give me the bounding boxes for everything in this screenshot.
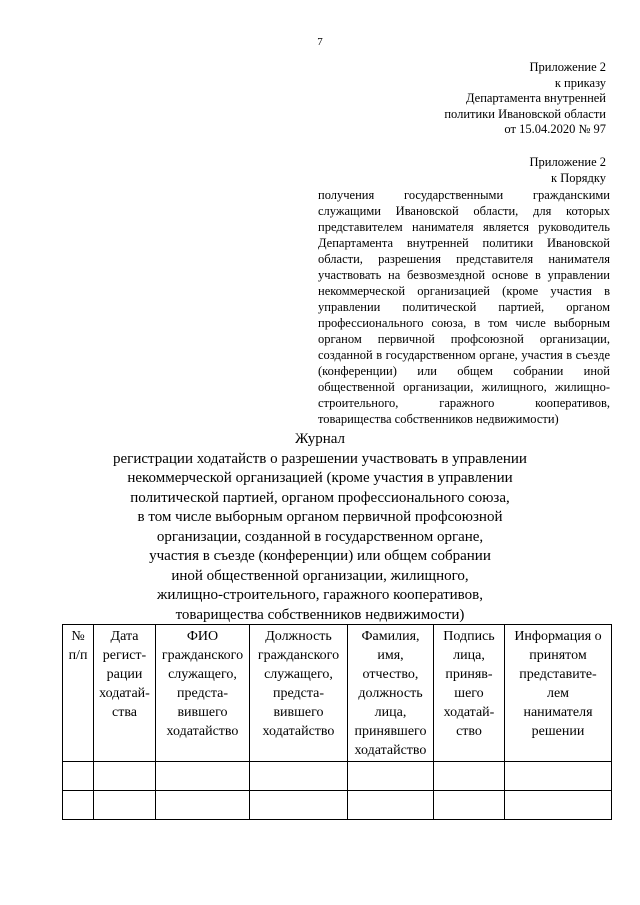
header-col-number	[63, 625, 94, 762]
header-text-line: гражданского	[161, 648, 244, 663]
table-cell	[434, 791, 505, 820]
journal-subtitle-line: регистрации ходатайств о разрешении участвовать в управлении	[113, 450, 527, 467]
journal-subtitle-line: некоммерческой организацией (кроме участия в управлении	[127, 470, 513, 486]
journal-subtitle-line: организации, созданной в государственном органе,	[156, 528, 484, 545]
journal-heading	[0, 430, 640, 625]
journal-subtitle-line: иной общественной организации, жилищного,	[171, 567, 469, 584]
table-cell	[505, 762, 612, 791]
table-cell	[348, 791, 434, 820]
header-text-line: принявшего	[354, 724, 427, 739]
procedure-title-text: получения государственными гражданскими служащими Ивановской области, для которых представителем нанимателя является руководитель Департамента внутренней политики Ивановской области, разрешения представителя нанимателя участвовать на безвозмездной основе в управлении некоммерческой организацией (кроме участия в управлении политической партией, органом профессионального союза, в том числе выборным органом первичной профсоюзной организации, созданной в государственном органе, участия в съезде (конференции) или общем собрании иной общественной организации, жилищного, жилищно-строительного, гаражного кооперативов, товарищества собственников недвижимости)	[318, 188, 610, 426]
page-number: 7	[317, 36, 323, 48]
header-text-line: имя,	[377, 648, 404, 663]
appendix-line: к приказу	[554, 75, 606, 90]
header-text-line: Должность	[265, 629, 332, 644]
header-text-line: Информация о	[514, 629, 602, 644]
header-text-line: вившего	[273, 705, 324, 720]
header-text-line: ФИО	[186, 629, 219, 644]
appendix-line: Департамента внутренней	[465, 91, 606, 105]
table-cell	[156, 791, 250, 820]
appendix-line: Приложение 2	[529, 155, 606, 169]
appendix-line: Приложение 2	[529, 60, 606, 74]
header-text-line: приняв-	[445, 667, 493, 682]
table-header-row	[63, 625, 612, 762]
table-cell	[348, 762, 434, 791]
table-cell	[63, 791, 94, 820]
header-text-line: ходатайство	[166, 724, 239, 739]
header-text-line: рации	[106, 667, 143, 682]
table-cell	[434, 762, 505, 791]
appendix-line: политики Ивановской области	[444, 106, 606, 121]
header-text-line: служащего,	[168, 667, 237, 682]
appendix-to-order	[444, 60, 606, 138]
header-col-receiver-name	[348, 625, 434, 762]
header-text-line: ства	[112, 705, 137, 720]
header-text-line: ходатайство	[354, 743, 427, 758]
header-text-line: ство	[456, 724, 482, 739]
journal-subtitle-line: участия в съезде (конференции) или общем собрании	[149, 548, 491, 564]
journal-title: Журнал	[294, 431, 345, 447]
table-cell	[250, 791, 348, 820]
header-col-receiver-signature	[434, 625, 505, 762]
table-cell	[94, 762, 156, 791]
journal-subtitle-line: товарищества собственников недвижимости)	[175, 606, 465, 623]
header-col-employee-position	[250, 625, 348, 762]
journal-subtitle-line: жилищно-строительного, гаражного кооперативов,	[156, 587, 483, 603]
header-text-line: №	[71, 629, 85, 644]
header-text-line: должность	[358, 686, 423, 701]
header-text-line: ходатайство	[262, 724, 335, 739]
header-text-line: п/п	[68, 648, 88, 663]
header-col-registration-date	[94, 625, 156, 762]
header-text-line: отчество,	[362, 667, 419, 682]
header-text-line: регист-	[102, 648, 147, 663]
header-text-line: ходатай-	[443, 705, 495, 720]
table-cell	[505, 791, 612, 820]
header-text-line: лем	[546, 686, 570, 701]
header-text-line: шего	[454, 686, 484, 701]
header-text-line: Фамилия,	[361, 629, 420, 644]
header-col-employee-name	[156, 625, 250, 762]
appendix-line: к Порядку	[551, 170, 606, 185]
table-cell	[250, 762, 348, 791]
header-text-line: лица,	[374, 705, 407, 720]
header-text-line: предста-	[272, 686, 325, 701]
header-text-line: Дата	[110, 629, 139, 644]
header-col-decision-info	[505, 625, 612, 762]
header-text-line: предста-	[176, 686, 229, 701]
journal-subtitle-line: политической партией, органом профессионального союза,	[130, 489, 510, 506]
header-text-line: гражданского	[257, 648, 340, 663]
header-text-line: решении	[531, 724, 585, 739]
header-text-line: принятом	[529, 648, 587, 663]
header-text-line: нанимателя	[523, 705, 593, 720]
table-row	[63, 791, 612, 820]
journal-subtitle-line: в том числе выборным органом первичной профсоюзной	[137, 509, 503, 525]
header-text-line: представите-	[519, 667, 597, 682]
appendix-to-procedure	[530, 155, 606, 186]
header-text-line: Подпись	[443, 629, 495, 644]
table-row	[63, 762, 612, 791]
header-text-line: ходатай-	[99, 686, 150, 701]
table-cell	[63, 762, 94, 791]
header-text-line: лица,	[453, 648, 485, 663]
header-text-line: служащего,	[264, 667, 333, 682]
registration-journal-table	[62, 624, 612, 820]
header-text-line: вившего	[177, 705, 228, 720]
appendix-line: от 15.04.2020 № 97	[504, 122, 606, 136]
table-cell	[94, 791, 156, 820]
table-cell	[156, 762, 250, 791]
